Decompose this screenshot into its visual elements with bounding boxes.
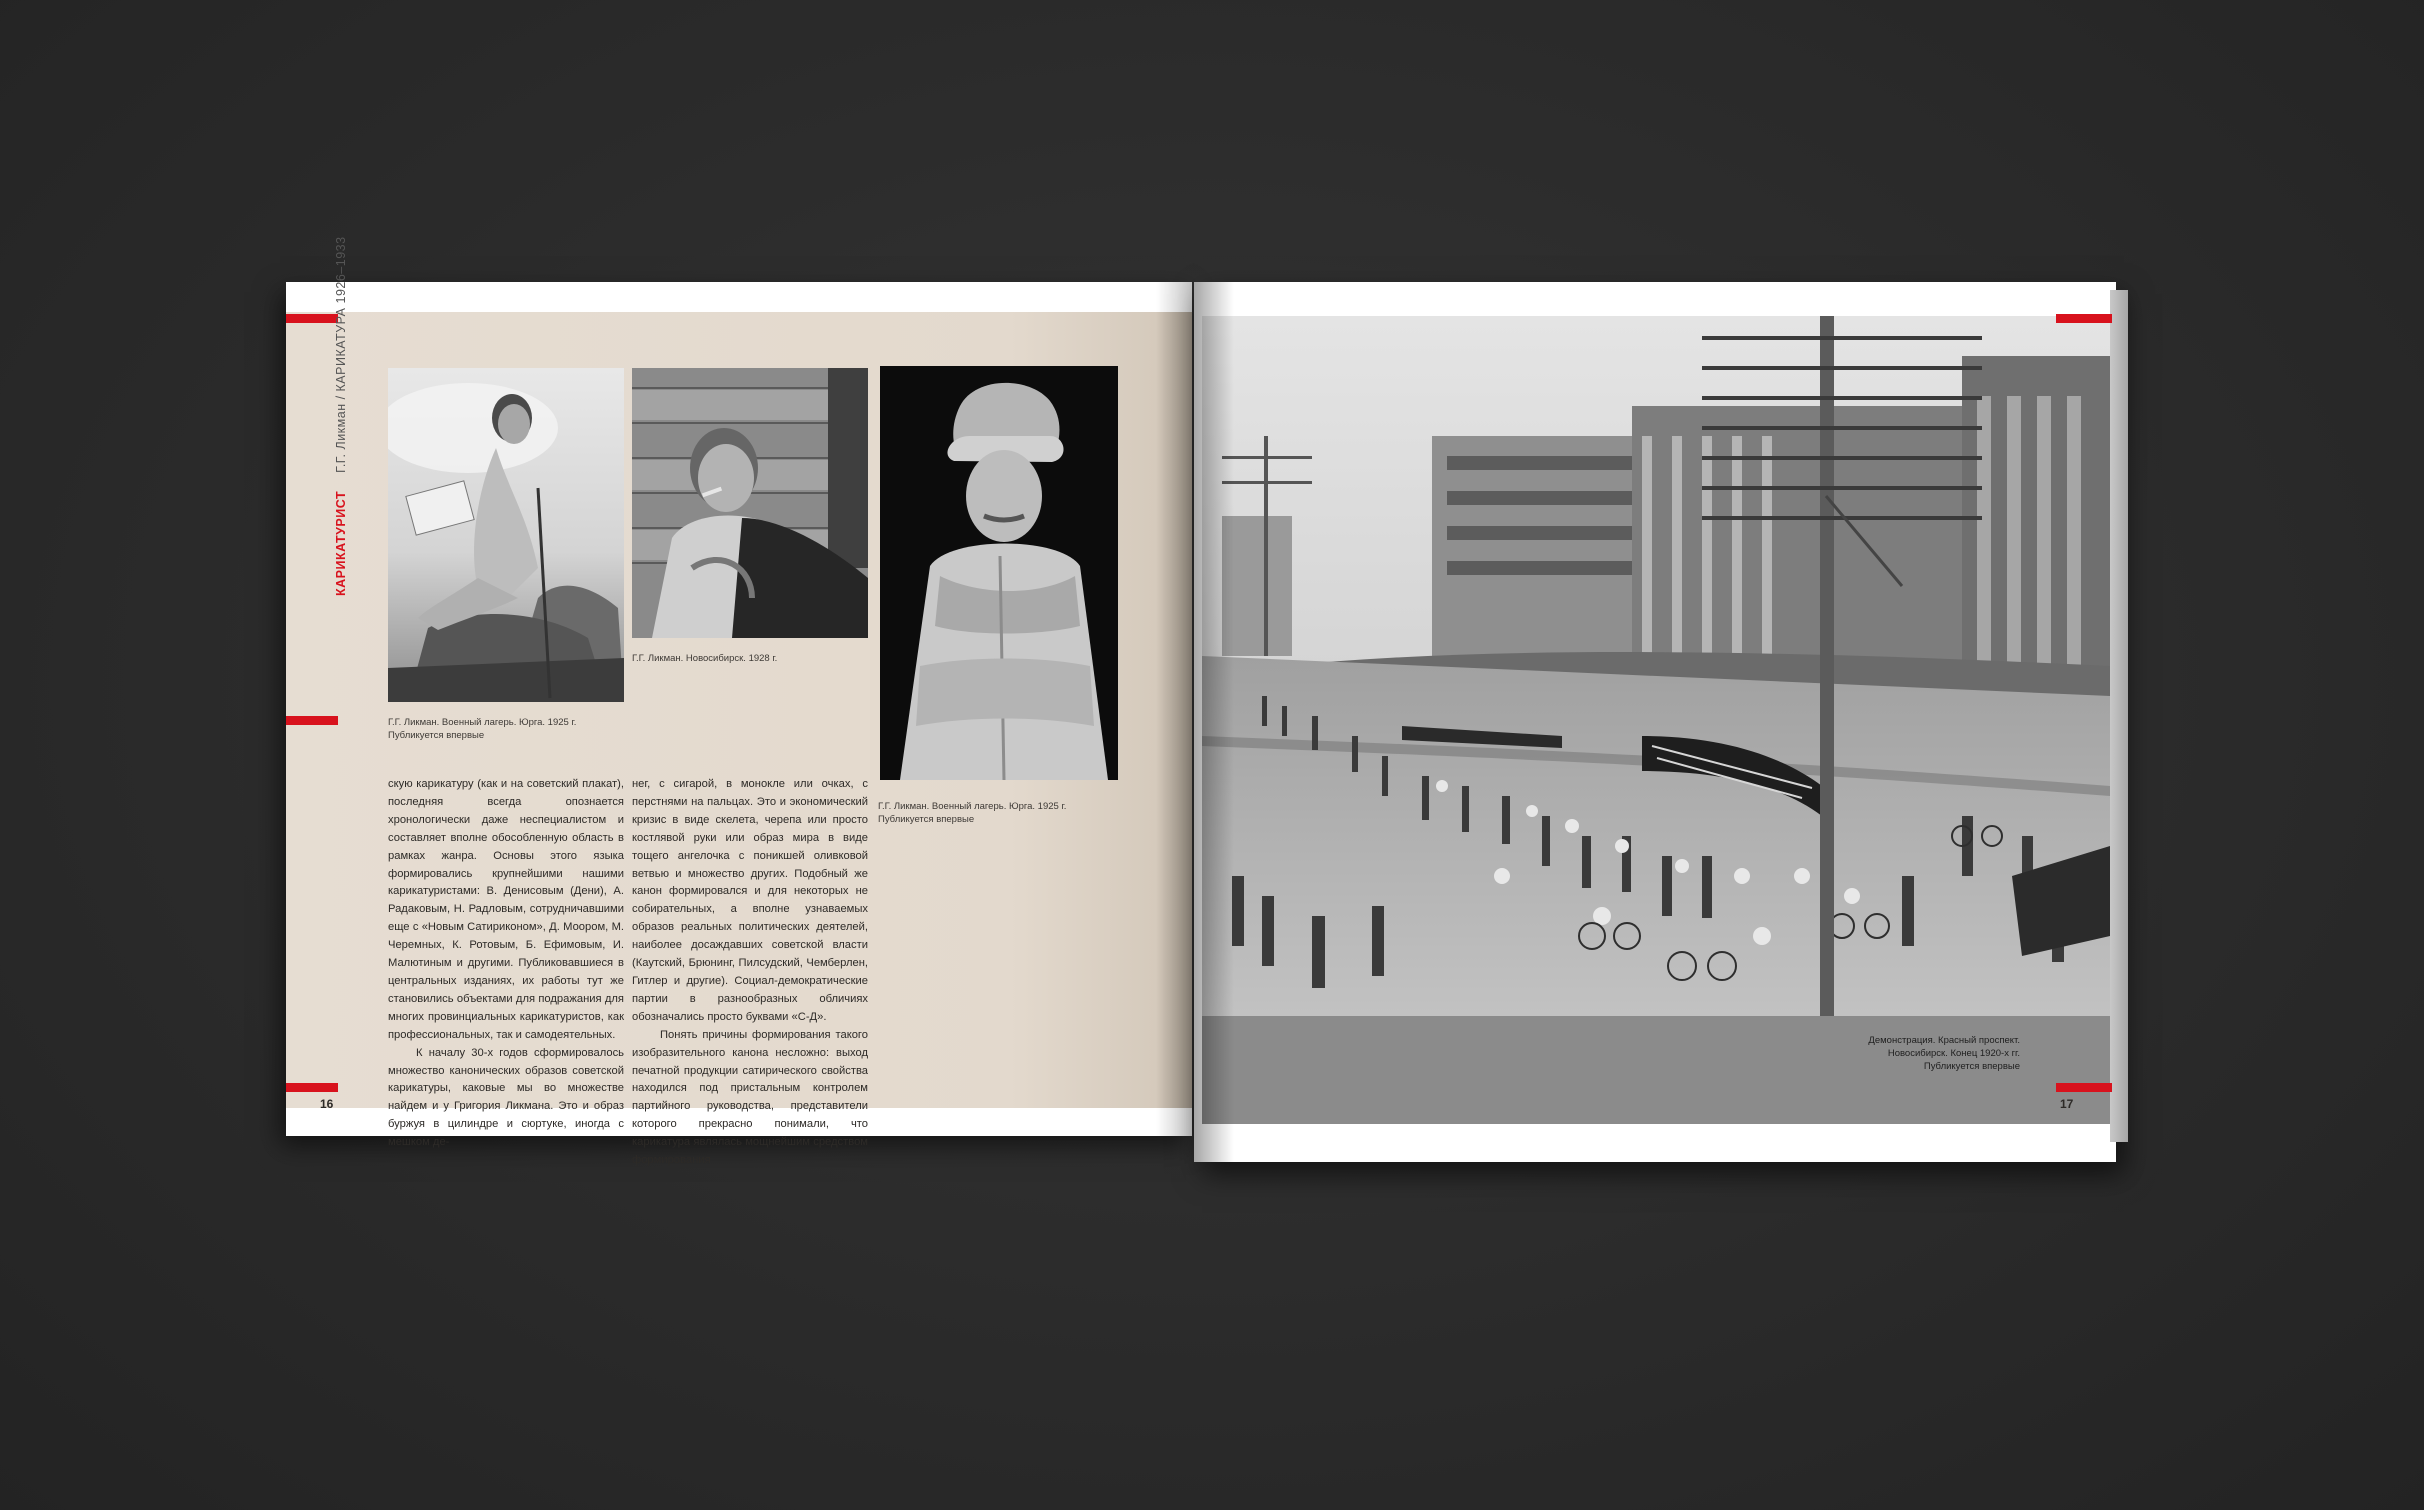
- red-accent-bar-mid-left: [286, 716, 338, 725]
- text-column-1: [388, 776, 624, 1152]
- text-paragraph: нег, с сигарой, в монокле или очках, с перстнями на пальцах. Это и экономический кризис в виде скелета, черепа или просто костлявой руки или образ мира в виде тощего ангелочка с поникшей оливковой ветвью и множество других. Подобный же канон формировался и для некоторых не собирательных, а вполне узнаваемых образов реальных политических деятелей, наиболее досаждавших советской власти (Каутский, Брюнинг, Пилсудский, Чемберлен, Гитлер и другие). Социал-демократические партии в разнообразных обличиях обозначались просто буквами «С-Д».: [632, 778, 868, 1023]
- photo-likman-yurga-portrait: [880, 366, 1118, 780]
- photo-caption-1: Г.Г. Ликман. Военный лагерь. Юрга. 1925 г. Публикуется впервые: [388, 717, 577, 741]
- right-page-edge: [2110, 290, 2128, 1142]
- photo-likman-novosibirsk: [632, 368, 868, 638]
- red-accent-bar-bottom-right: [2056, 1083, 2112, 1092]
- photo-caption-2: Г.Г. Ликман. Новосибирск. 1928 г.: [632, 653, 778, 664]
- photo-caption-demonstration: Демонстрация. Красный проспект. Новосибирск. Конец 1920-х гг. Публикуется впервые: [1868, 1035, 2020, 1072]
- red-accent-bar-top-right: [2056, 314, 2112, 323]
- running-head: [334, 176, 358, 596]
- running-head-section: КАРИКАТУРИСТ: [334, 490, 348, 596]
- text-column-2: [632, 776, 868, 1170]
- text-paragraph: Понять причины формирования такого изобразительного канона несложно: выход печатной продукции сатирического свойства находился под пристальным контролем партийного руководства, представители которого прекрасно понимали, что карикатура являлась мощнейшим средством формирования: [632, 1028, 868, 1167]
- text-paragraph: скую карикатуру (как и на советский плакат), последняя всегда опознается хронологически даже неспециалистом и составляет вполне обособленную область в рамках жанра. Основы этого языка формировались крупнейшими нашими карикатуристами: В. Денисовым (Дени), А. Радаковым, Н. Радловым, сотрудничавшими еще с «Новым Сатириконом», Д. Моором, М. Черемных, К. Ротовым, Б. Ефимовым, И. Малютиным и другими. Публиковавшиеся в центральных изданиях, их работы тут же становились объектами для подражания для многих провинциальных карикатуристов, как профессиональных, так и самодеятельных.: [388, 778, 624, 1041]
- page-number-left: 16: [320, 1097, 334, 1111]
- red-accent-bar-top-left: [286, 314, 338, 323]
- right-gutter-shadow: [1194, 282, 1234, 1162]
- text-paragraph: К началу 30-х годов сформировалось множество канонических образов советской карикатуры, каковые мы во множестве найдем и у Григория Ликмана. Это и образ буржуя в цилиндре и сюртуке, иногда с мешком де-: [388, 1046, 624, 1149]
- running-head-subtitle: Г.Г. Ликман / КАРИКАТУРА 1926–1933: [334, 236, 348, 473]
- page-number-right: 17: [2060, 1097, 2074, 1111]
- photo-likman-yurga-seated: [388, 368, 624, 702]
- photo-caption-3: Г.Г. Ликман. Военный лагерь. Юрга. 1925 г. Публикуется впервые: [878, 801, 1067, 825]
- photo-demonstration-krasny-prospekt: [1202, 316, 2110, 1016]
- red-accent-bar-bottom-left: [286, 1083, 338, 1092]
- left-gutter-shadow: [1156, 282, 1192, 1136]
